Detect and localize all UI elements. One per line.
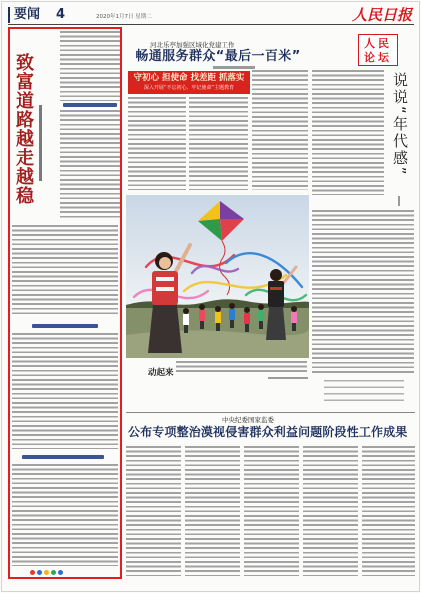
photo-title: 动起来 [148,368,174,378]
selected-article-outline[interactable] [8,27,122,579]
subheading [22,455,104,459]
section-label: 要闻 [8,7,40,23]
left-article-subtitle [39,105,42,181]
subheading [63,103,117,107]
bottom-article-kicker: 中央纪委国家监委 [222,416,274,424]
body-text-block [126,446,181,576]
body-text-block [244,446,299,576]
editor-credits [324,380,404,406]
banner-subline: 深入开展“不忘初心、牢记使命”主题教育 [143,85,235,91]
body-text-block [12,464,118,566]
body-text-block [12,225,118,317]
byline [213,66,255,69]
body-text-block [60,31,120,101]
section-divider [126,412,415,413]
theme-banner [128,71,250,94]
body-text-block [185,446,240,576]
header-divider [8,24,414,25]
page-dot [44,570,49,575]
page-number: 4 [56,7,66,22]
body-text-block [189,97,248,190]
body-text-block [362,446,415,576]
page-dot [51,570,56,575]
photo-credit [268,377,308,379]
page-dot [30,570,35,575]
commentary-author [398,196,400,206]
kite-photo[interactable] [126,195,309,358]
left-article-headline[interactable]: 致富道路越走越稳 [13,53,34,205]
page-dot [37,570,42,575]
bottom-article-headline[interactable]: 公布专项整治漠视侵害群众利益问题阶段性工作成果 [128,425,408,439]
photo-caption [176,361,307,374]
body-text-block [12,333,118,449]
page-dot [58,570,63,575]
issue-date: 2020年1月7日 星期二 [96,14,152,20]
banner-slogan: 守初心 担使命 找差距 抓落实 [133,73,245,83]
page-dots-icon [30,570,63,576]
masthead-logo: 人民日报 [352,6,413,24]
body-text-block [60,110,120,220]
column-logo: 人民论坛 [358,34,398,66]
body-text-block [128,97,186,190]
body-text-block [252,70,308,190]
body-text-block [312,210,414,375]
center-article-headline[interactable]: 畅通服务群众“最后一百米” [135,49,301,64]
body-text-block [312,70,384,195]
center-article-kicker: 河北乐亭加强区域化党建工作 [150,41,235,49]
body-text-block [303,446,358,576]
commentary-headline[interactable]: 说说“年代感” [391,72,409,177]
photo-image [126,195,309,358]
subheading [32,324,98,328]
